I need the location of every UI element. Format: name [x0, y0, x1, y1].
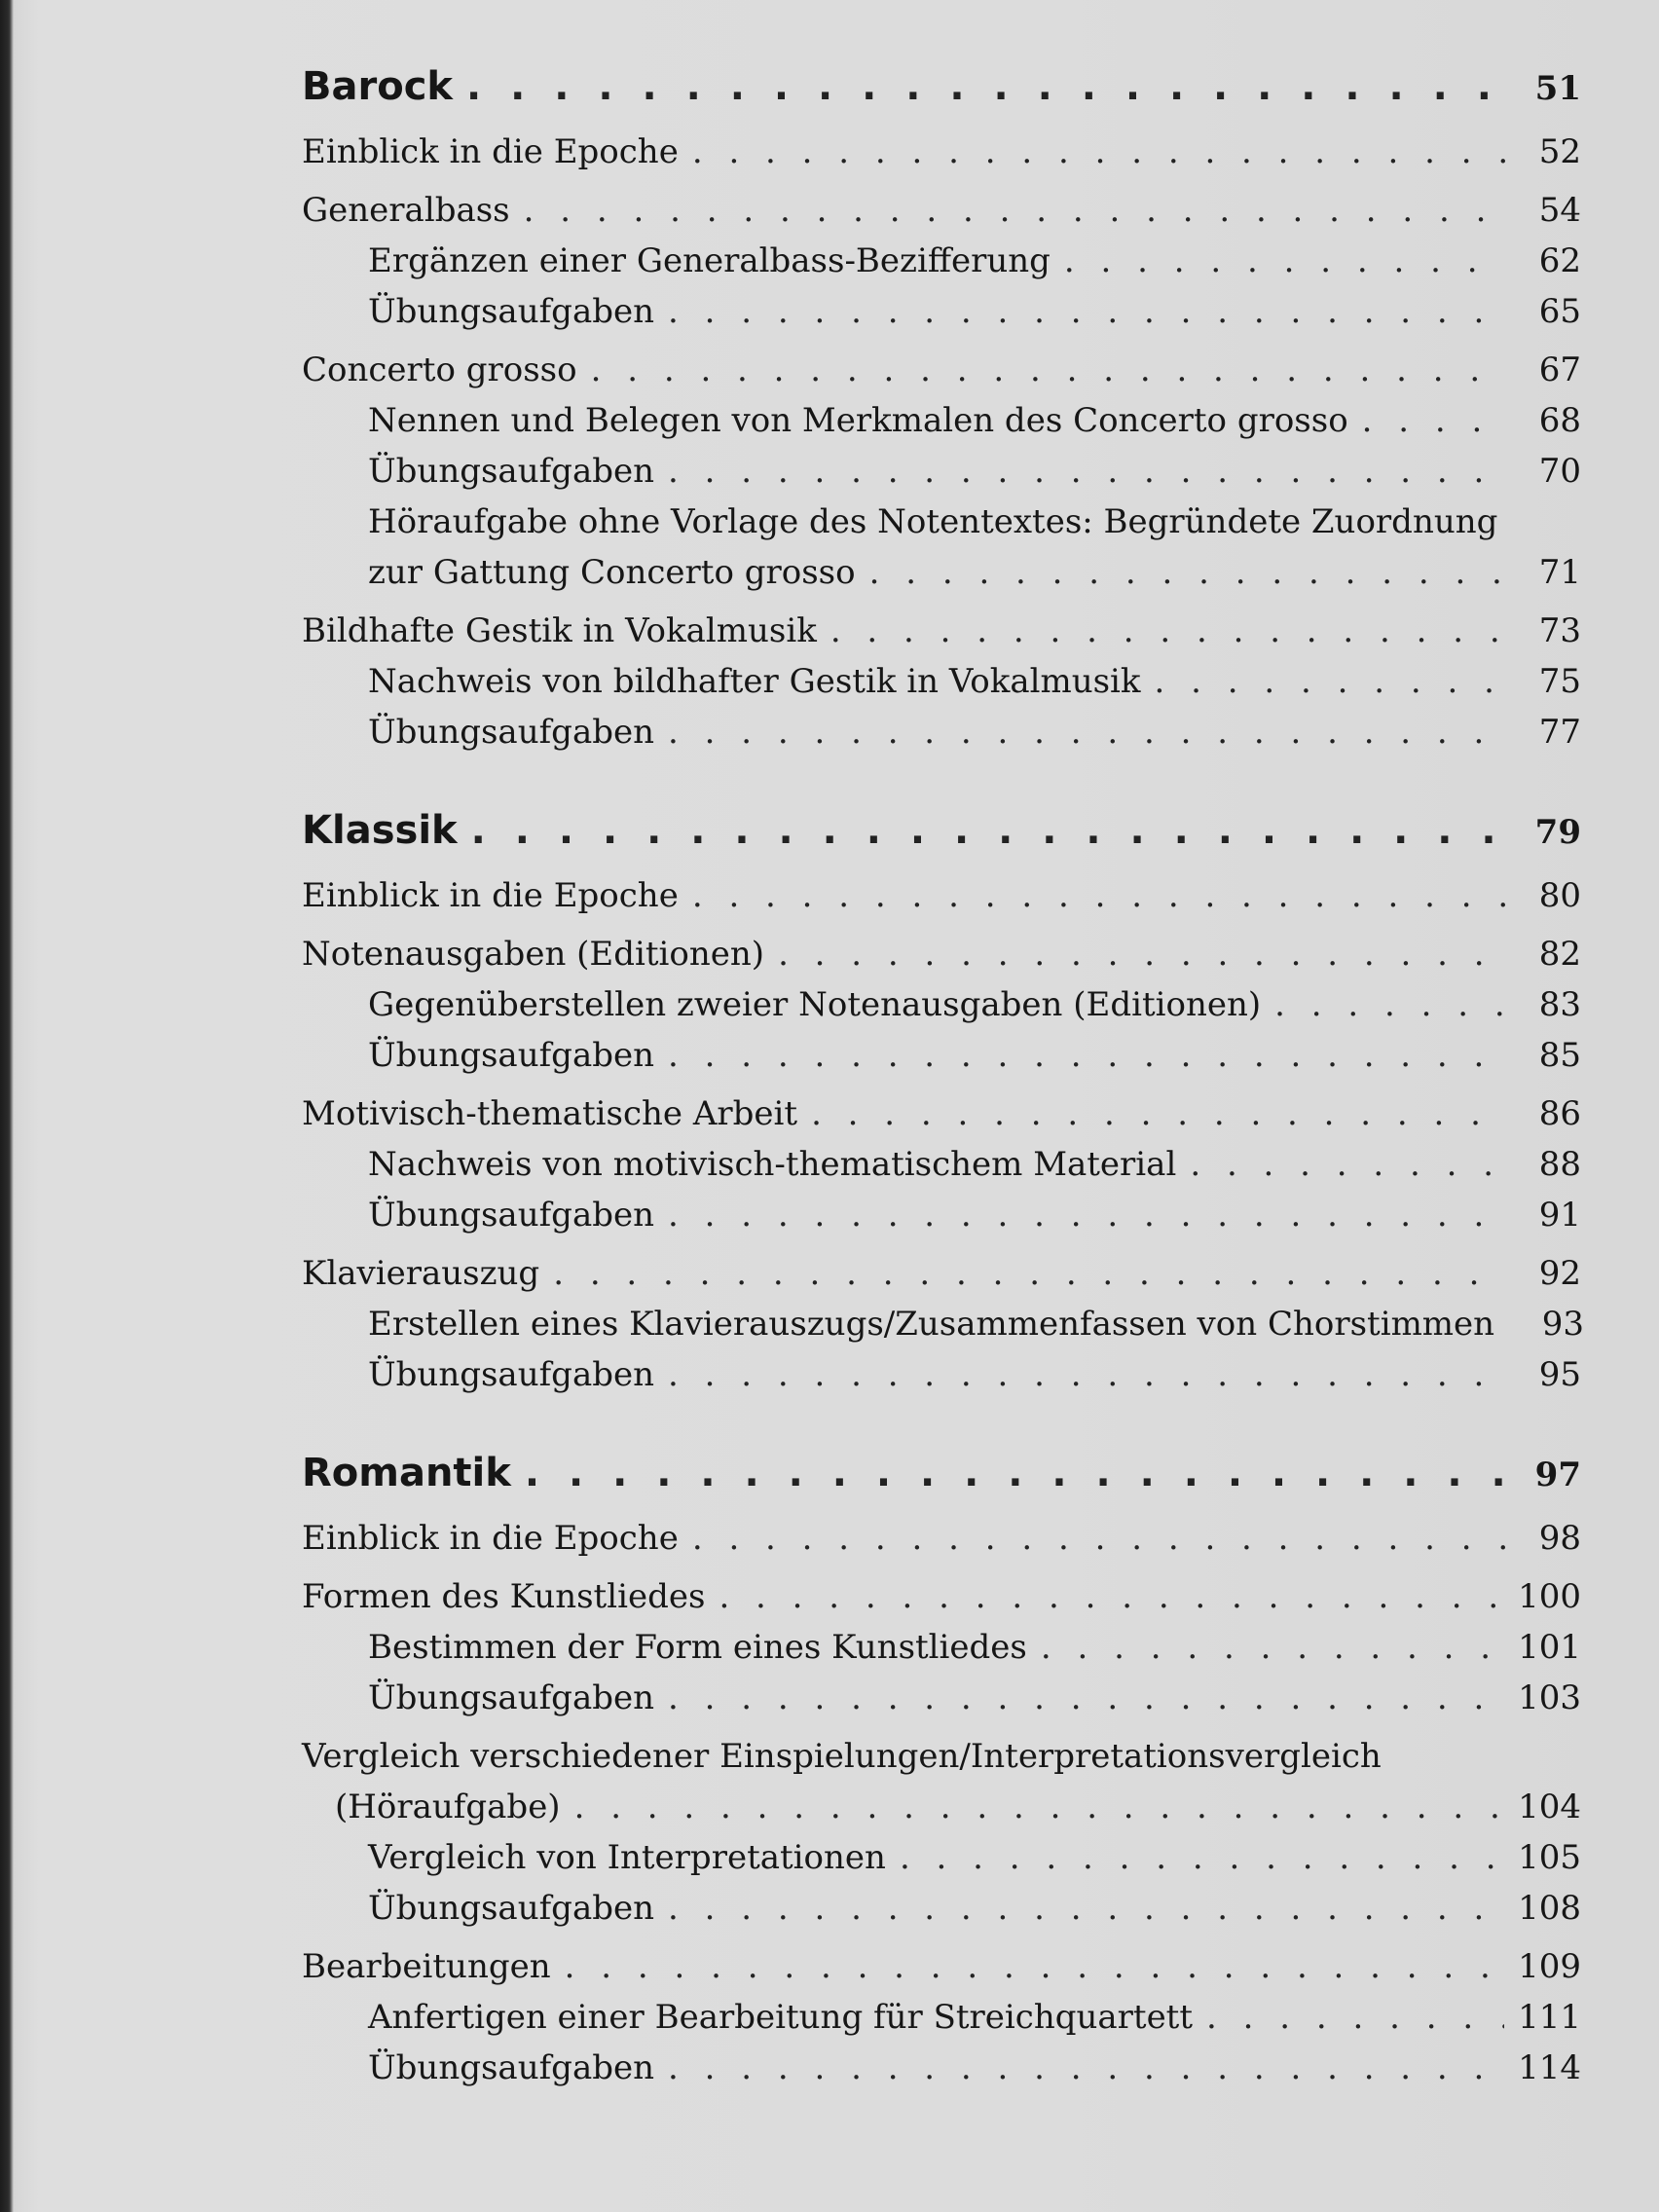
entry-page-number: 101	[1518, 1628, 1581, 1667]
entry-title-line-2: (Höraufgabe)	[335, 1788, 561, 1826]
entry-page-number: 100	[1518, 1577, 1581, 1616]
entry-title: Bestimmen der Form eines Kunstliedes	[368, 1628, 1027, 1667]
toc-subentry[interactable]	[302, 1992, 1581, 2043]
dot-leader	[1362, 395, 1505, 446]
toc-subentry[interactable]	[302, 1030, 1581, 1081]
section-heading[interactable]	[302, 800, 1581, 863]
entry-page-number: 70	[1538, 452, 1581, 491]
toc-subentry[interactable]	[302, 1673, 1581, 1723]
dot-leader	[778, 929, 1505, 979]
entry-page-number: 98	[1538, 1519, 1581, 1558]
entry-title: Anfertigen einer Bearbeitung für Streichquartett	[368, 1998, 1194, 2037]
entry-title: Formen des Kunstliedes	[302, 1577, 706, 1616]
entry-page-number: 104	[1518, 1788, 1581, 1826]
entry-title: Höraufgabe ohne Vorlage des Notentextes: Begründete Zuordnung	[368, 502, 1498, 541]
toc-chapter-entry[interactable]	[302, 929, 1581, 979]
entry-page-number: 82	[1538, 935, 1581, 974]
toc-subentry[interactable]	[302, 1299, 1585, 1349]
entry-title: Übungsaufgaben	[368, 2048, 654, 2087]
entry-title: Gegenüberstellen zweier Notenausgaben (Editionen)	[368, 985, 1262, 1024]
entry-page-number: 91	[1538, 1196, 1581, 1235]
book-page	[14, 0, 1659, 2212]
dot-leader	[668, 707, 1505, 757]
dot-leader	[668, 1883, 1504, 1934]
entry-title: Generalbass	[302, 191, 510, 230]
toc-subentry[interactable]	[302, 1622, 1581, 1673]
entry-page-number: 105	[1518, 1838, 1581, 1877]
toc-chapter-entry[interactable]	[302, 1088, 1581, 1139]
toc-subentry[interactable]	[302, 497, 1581, 547]
dot-leader	[692, 1513, 1505, 1564]
entry-page-number: 75	[1538, 662, 1581, 701]
entry-page-number: 73	[1538, 611, 1581, 650]
dot-leader	[869, 547, 1505, 598]
toc-chapter-entry[interactable]	[302, 1513, 1581, 1564]
entry-page-number: 62	[1538, 241, 1581, 280]
entry-page-number: 111	[1518, 1998, 1581, 2037]
section-page-number: 97	[1534, 1456, 1581, 1494]
dot-leader	[524, 185, 1505, 236]
toc-subentry[interactable]	[302, 656, 1581, 707]
dot-leader	[1064, 236, 1505, 286]
dot-leader	[668, 286, 1505, 337]
section-title: Romantik	[302, 1451, 511, 1495]
toc-section	[302, 1443, 1581, 2093]
entry-title: Übungsaufgaben	[368, 1036, 654, 1075]
dot-leader	[471, 800, 1505, 861]
entry-title: Übungsaufgaben	[368, 1355, 654, 1394]
entry-page-number: 114	[1518, 2048, 1581, 2087]
toc-subentry[interactable]	[302, 236, 1581, 286]
dot-leader	[668, 446, 1505, 497]
dot-leader	[830, 606, 1505, 656]
dot-leader	[692, 127, 1505, 177]
entry-title-continuation[interactable]	[302, 1782, 1581, 1832]
toc-chapter-entry[interactable]	[302, 345, 1581, 395]
section-page-number: 51	[1534, 69, 1581, 108]
entry-page-number: 71	[1538, 553, 1581, 592]
toc-chapter-entry[interactable]	[302, 127, 1581, 177]
toc-subentry[interactable]	[302, 286, 1581, 337]
entry-title: Übungsaufgaben	[368, 452, 654, 491]
entry-page-number: 88	[1538, 1145, 1581, 1184]
entry-page-number: 93	[1541, 1305, 1585, 1344]
toc-chapter-entry[interactable]	[302, 1248, 1581, 1299]
entry-page-number: 109	[1518, 1947, 1581, 1986]
toc-chapter-entry[interactable]	[302, 185, 1581, 236]
dot-leader	[1041, 1622, 1504, 1673]
toc-chapter-entry[interactable]	[302, 606, 1581, 656]
entry-title: Concerto grosso	[302, 350, 577, 389]
dot-leader	[525, 1443, 1505, 1503]
dot-leader	[668, 1190, 1505, 1240]
entry-page-number: 52	[1538, 132, 1581, 171]
dot-leader	[574, 1782, 1505, 1832]
section-heading[interactable]	[302, 1443, 1581, 1505]
toc-section	[302, 56, 1581, 757]
entry-title: Übungsaufgaben	[368, 1678, 654, 1717]
entry-page-number: 103	[1518, 1678, 1581, 1717]
toc-subentry[interactable]	[302, 1139, 1581, 1190]
toc-subentry[interactable]	[302, 1349, 1581, 1400]
entry-page-number: 67	[1538, 350, 1581, 389]
dot-leader	[692, 870, 1505, 921]
dot-leader	[553, 1248, 1505, 1299]
dot-leader	[668, 1673, 1504, 1723]
entry-title: Bildhafte Gestik in Vokalmusik	[302, 611, 817, 650]
toc-chapter-entry[interactable]	[302, 1941, 1581, 1992]
entry-page-number: 54	[1538, 191, 1581, 230]
table-of-contents	[302, 56, 1585, 2136]
entry-title: Übungsaufgaben	[368, 1889, 654, 1928]
entry-title: Nennen und Belegen von Merkmalen des Concerto grosso	[368, 401, 1348, 440]
toc-subentry[interactable]	[302, 2043, 1581, 2093]
entry-title: Erstellen eines Klavierauszugs/Zusammenfassen von Chorstimmen	[368, 1305, 1495, 1344]
dot-leader	[668, 1349, 1505, 1400]
dot-leader	[1274, 979, 1505, 1030]
entry-title: Einblick in die Epoche	[302, 876, 679, 915]
section-title: Klassik	[302, 808, 458, 853]
toc-subentry[interactable]	[302, 1832, 1581, 1883]
entry-page-number: 65	[1538, 292, 1581, 331]
dot-leader	[1190, 1139, 1505, 1190]
entry-page-number: 92	[1538, 1254, 1581, 1293]
section-heading[interactable]	[302, 56, 1581, 119]
dot-leader	[565, 1941, 1504, 1992]
entry-page-number: 83	[1538, 985, 1581, 1024]
entry-title: Ergänzen einer Generalbass-Bezifferung	[368, 241, 1051, 280]
toc-chapter-entry[interactable]	[302, 1571, 1581, 1622]
entry-title: Übungsaufgaben	[368, 292, 654, 331]
dot-leader	[591, 345, 1505, 395]
entry-page-number: 85	[1538, 1036, 1581, 1075]
entry-page-number: 80	[1538, 876, 1581, 915]
dot-leader	[719, 1571, 1504, 1622]
toc-chapter-entry[interactable]	[302, 1731, 1581, 1782]
toc-subentry[interactable]	[302, 979, 1581, 1030]
entry-title: Nachweis von bildhafter Gestik in Vokalmusik	[368, 662, 1141, 701]
entry-page-number: 77	[1538, 713, 1581, 752]
dot-leader	[668, 1030, 1505, 1081]
entry-title: Übungsaufgaben	[368, 1196, 654, 1235]
dot-leader	[811, 1088, 1505, 1139]
entry-title: Vergleich verschiedener Einspielungen/Interpretationsvergleich	[302, 1737, 1382, 1776]
entry-title-continuation[interactable]	[302, 547, 1581, 598]
entry-title: Bearbeitungen	[302, 1947, 551, 1986]
entry-title: Notenausgaben (Editionen)	[302, 935, 765, 974]
dot-leader	[668, 2043, 1504, 2093]
entry-title: Vergleich von Interpretationen	[368, 1838, 886, 1877]
entry-title: Klavierauszug	[302, 1254, 540, 1293]
dot-leader	[1155, 656, 1505, 707]
toc-subentry[interactable]	[302, 446, 1581, 497]
dot-leader	[1206, 1992, 1504, 2043]
entry-title: Nachweis von motivisch-thematischem Material	[368, 1145, 1177, 1184]
toc-chapter-entry[interactable]	[302, 870, 1581, 921]
entry-page-number: 95	[1538, 1355, 1581, 1394]
toc-subentry[interactable]	[302, 395, 1581, 446]
dot-leader	[900, 1832, 1504, 1883]
toc-subentry[interactable]	[302, 1883, 1581, 1934]
entry-page-number: 86	[1538, 1094, 1581, 1133]
toc-subentry[interactable]	[302, 1190, 1581, 1240]
entry-title-line-2: zur Gattung Concerto grosso	[368, 553, 856, 592]
entry-title: Übungsaufgaben	[368, 713, 654, 752]
toc-section	[302, 800, 1585, 1400]
toc-subentry[interactable]	[302, 707, 1581, 757]
entry-page-number: 68	[1538, 401, 1581, 440]
entry-title: Motivisch-thematische Arbeit	[302, 1094, 798, 1133]
section-page-number: 79	[1534, 813, 1581, 852]
dot-leader	[466, 56, 1505, 117]
entry-page-number: 108	[1518, 1889, 1581, 1928]
entry-title: Einblick in die Epoche	[302, 132, 679, 171]
section-title: Barock	[302, 64, 453, 109]
entry-title: Einblick in die Epoche	[302, 1519, 679, 1558]
